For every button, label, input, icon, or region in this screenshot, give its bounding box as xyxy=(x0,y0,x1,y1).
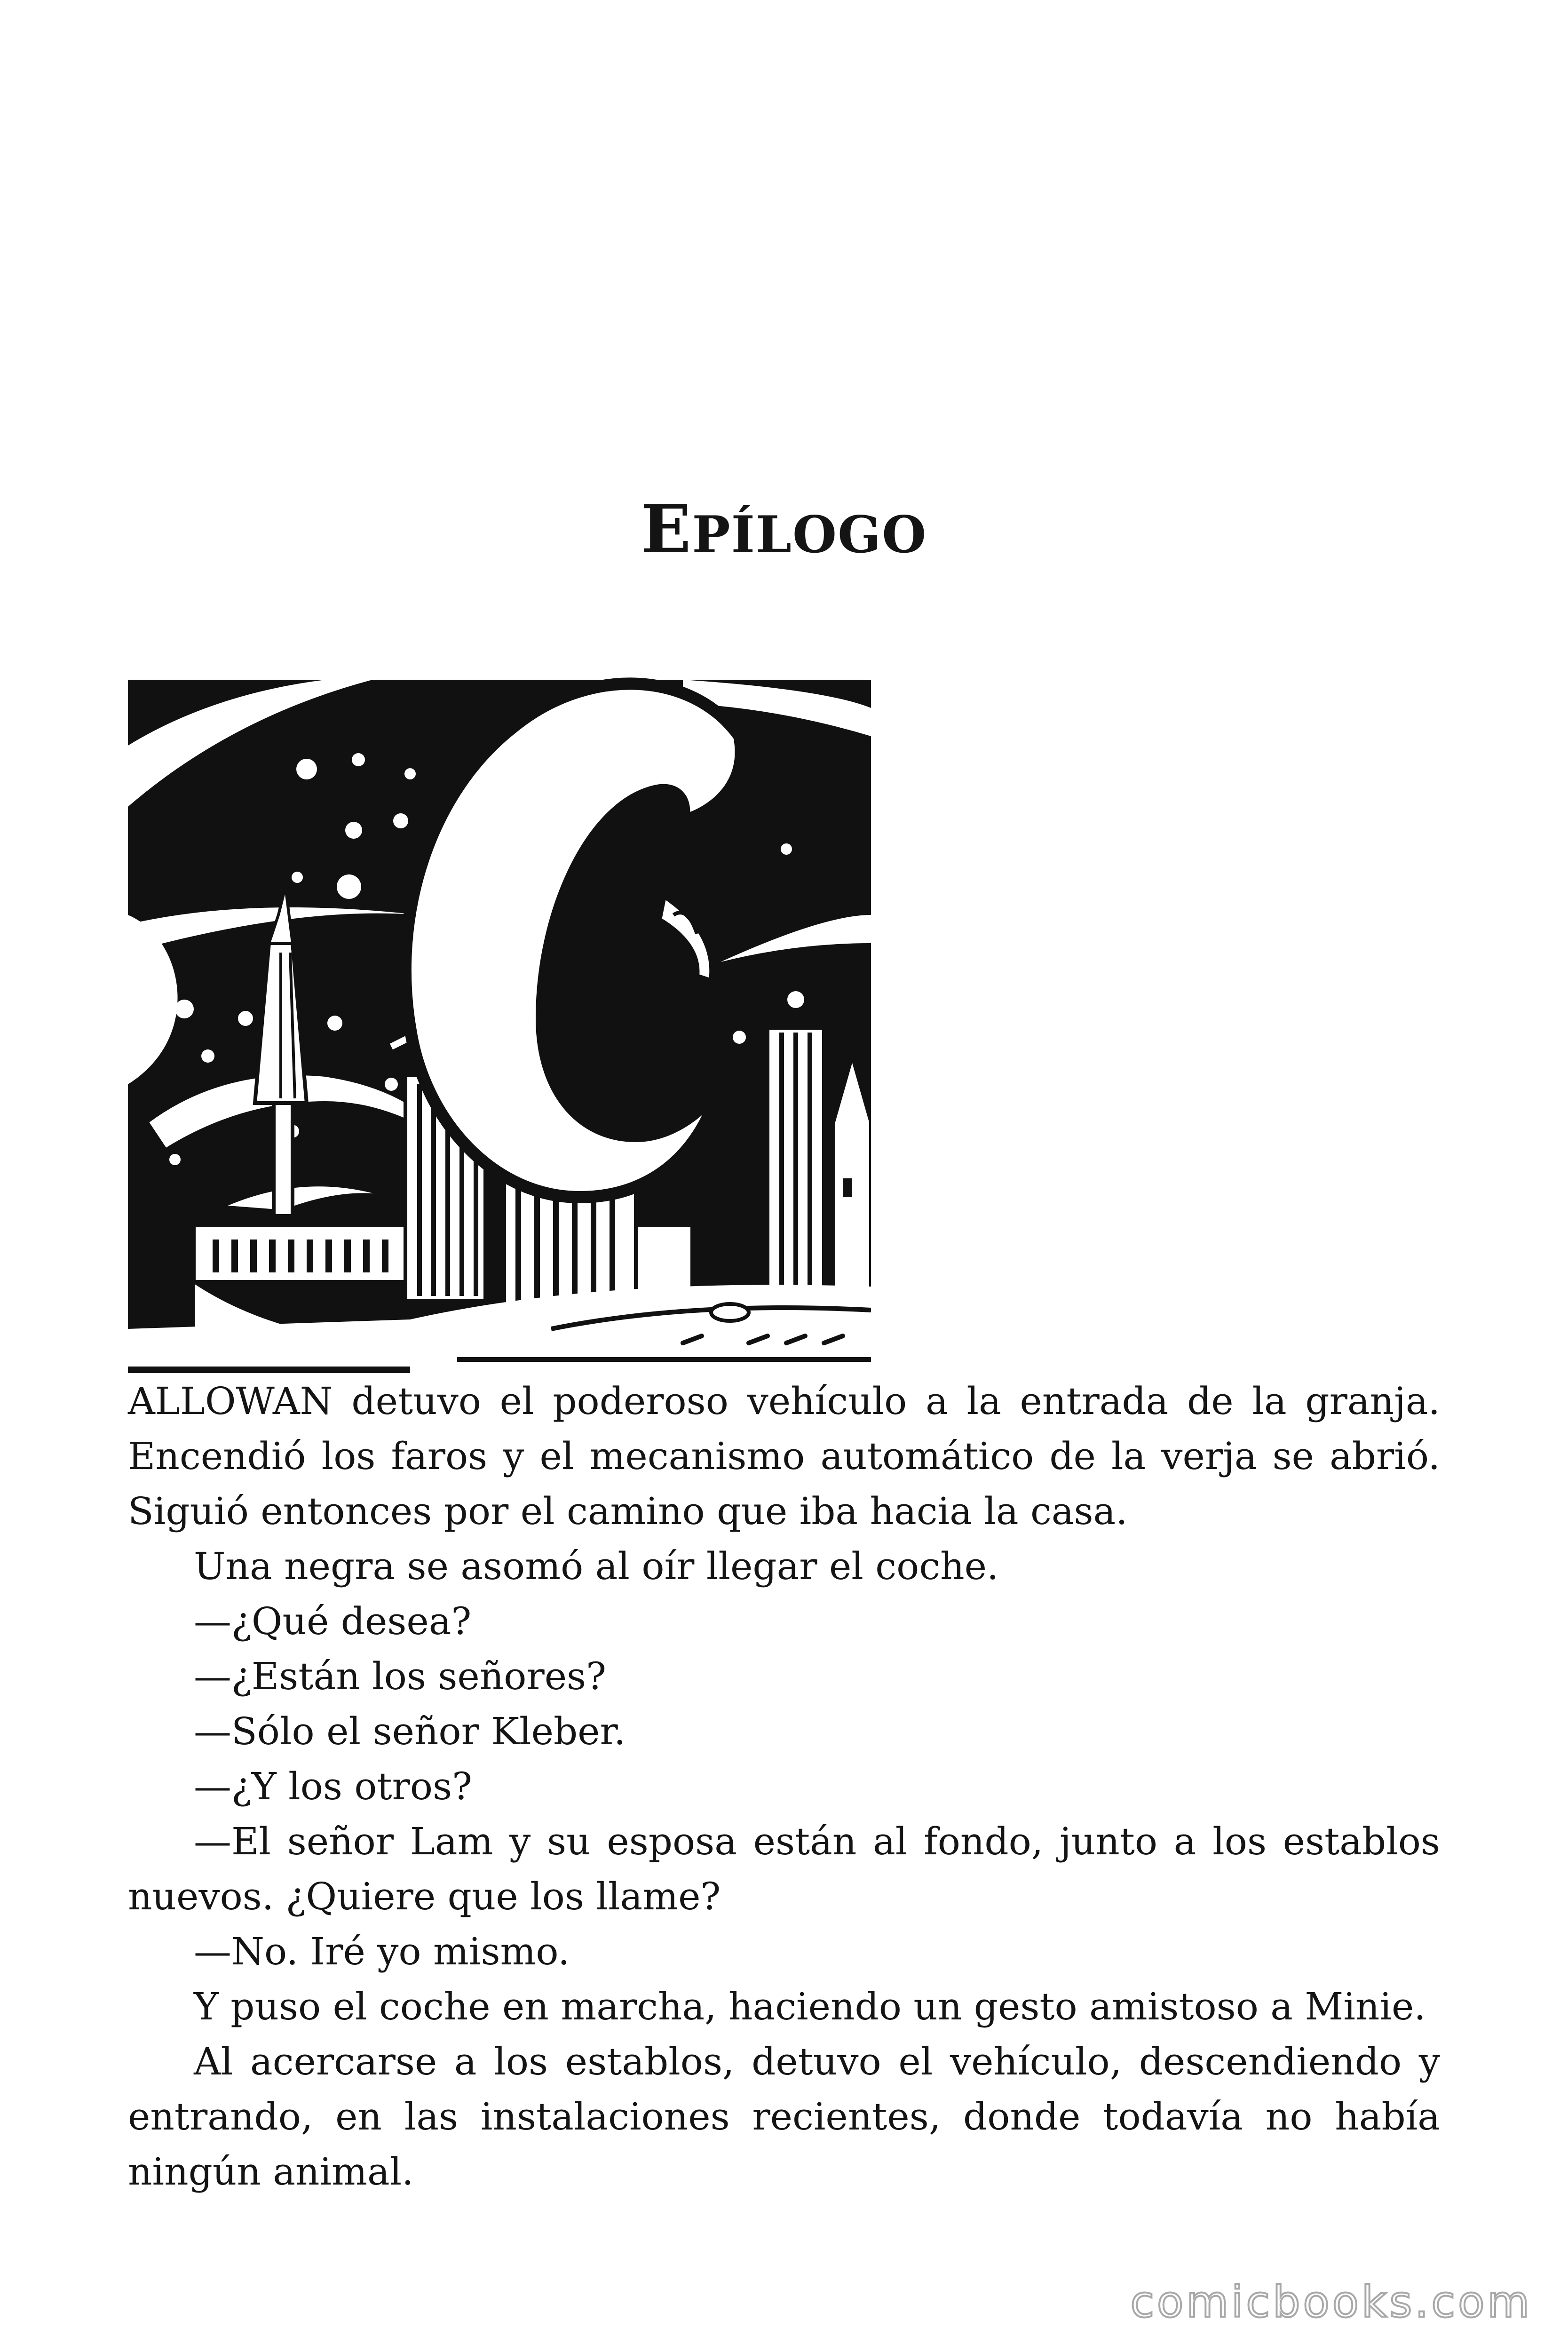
paragraph-7: —El señor Lam y su esposa están al fondo, junto a los establos nuevos. ¿Quiere que los llame? xyxy=(128,1820,1440,1918)
body-text xyxy=(128,1374,1440,2199)
chapter-title-initial: E xyxy=(641,491,692,568)
watermark-text: comicbooks.com xyxy=(1130,2277,1532,2327)
paragraph-5: —Sólo el señor Kleber. xyxy=(194,1709,626,1753)
paragraph-1: ALLOWAN detuvo el poderoso vehículo a la entrada de la granja. Encendió los faros y el mecanismo automático de la verja se abrió. Siguió entonces por el camino que iba hacia la casa. xyxy=(128,1379,1440,1533)
right-buildings-icon xyxy=(768,1028,871,1301)
paragraph-2: Una negra se asomó al oír llegar el coche. xyxy=(194,1544,999,1588)
chapter-title-rest: PÍLOGO xyxy=(692,505,927,564)
paragraph-3: —¿Qué desea? xyxy=(194,1599,472,1643)
chapter-title xyxy=(0,491,1568,568)
drop-cap-illustration xyxy=(128,652,871,1385)
paragraph-4: —¿Están los señores? xyxy=(194,1654,606,1698)
paragraph-6: —¿Y los otros? xyxy=(194,1764,473,1808)
paragraph-8: —No. Iré yo mismo. xyxy=(194,1930,570,1973)
paragraph-10: Al acercarse a los establos, detuvo el vehículo, descendiendo y entrando, en las instalaciones recientes, donde todavía no había ningún animal. xyxy=(128,2040,1440,2193)
paragraph-9: Y puso el coche en marcha, haciendo un gesto amistoso a Minie. xyxy=(194,1985,1426,2028)
